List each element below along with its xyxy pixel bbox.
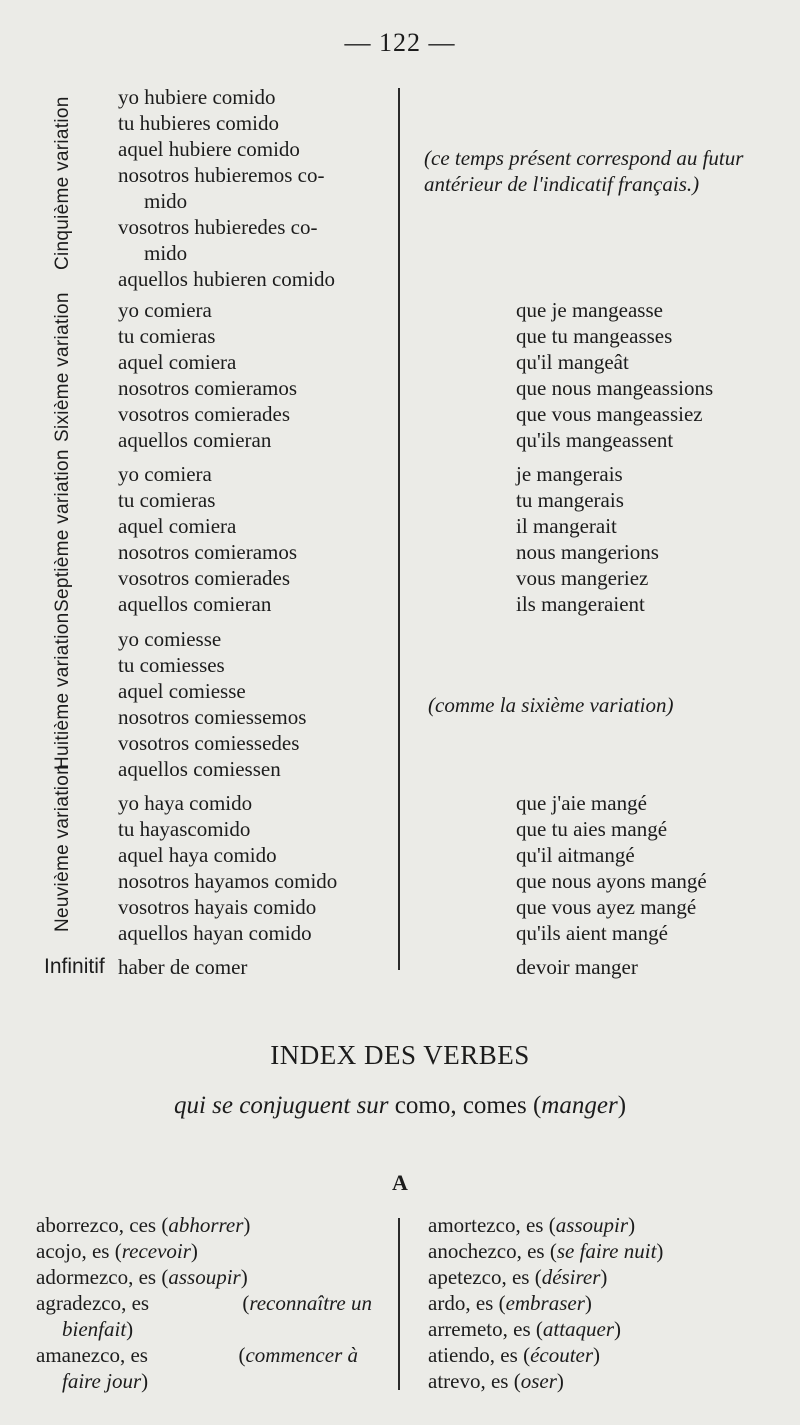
spanish-forms-neuvieme <box>118 790 380 946</box>
french-form: tu mangerais <box>516 488 624 512</box>
index-word: agradezco, es <box>36 1291 150 1315</box>
french-form: que nous mangeassions <box>516 376 714 400</box>
spanish-form: yo comiera <box>118 298 212 322</box>
index-entry: ardo, es (embraser) <box>428 1291 592 1315</box>
french-form: ils mangeraient <box>516 592 645 616</box>
french-form: que tu aies mangé <box>516 817 668 841</box>
index-word: atrevo, es <box>428 1369 509 1393</box>
spanish-forms-sixieme <box>118 297 380 453</box>
french-form: que tu mangeasses <box>516 324 673 348</box>
spanish-form: tu hubieres comido <box>118 111 279 135</box>
index-word: arremeto, es <box>428 1317 531 1341</box>
spanish-form: nosotros comiessemos <box>118 705 307 729</box>
spanish-form: mido <box>144 189 188 213</box>
french-form: que j'aie mangé <box>516 791 647 815</box>
index-word: acojo, es <box>36 1239 110 1263</box>
index-subtitle-paren: manger <box>541 1092 618 1119</box>
index-left-column <box>36 1212 386 1394</box>
french-form: que vous mangeassiez <box>516 402 703 426</box>
index-entry: atrevo, es (oser) <box>428 1369 564 1393</box>
spanish-form: aquel comiesse <box>118 679 246 703</box>
infinitif-french: devoir manger <box>516 955 638 979</box>
spanish-form: mido <box>144 241 188 265</box>
spanish-form: aquel hubiere comido <box>118 137 300 161</box>
spanish-form: aquellos comieran <box>118 428 272 452</box>
section-label-neuvieme: Neuvième variation <box>52 763 73 932</box>
index-entry: aborrezco, ces (abhorrer) <box>36 1213 251 1237</box>
index-subtitle-italic: qui se conjuguent sur <box>173 1092 389 1119</box>
french-form: qu'il mangeât <box>516 350 629 374</box>
index-entry-continuation: bienfait) <box>62 1317 134 1341</box>
index-word: amanezco, es <box>36 1343 148 1367</box>
index-entry-continuation: faire jour) <box>62 1369 149 1393</box>
index-gloss-cont: faire jour <box>62 1369 142 1393</box>
index-entry: atiendo, es (écouter) <box>428 1343 601 1367</box>
index-entry: adormezco, es (assoupir) <box>36 1265 248 1289</box>
spanish-form: aquel haya comido <box>118 843 277 867</box>
french-form: qu'il aitmangé <box>516 843 635 867</box>
spanish-form: aquellos comiessen <box>118 757 281 781</box>
french-form: vous mangeriez <box>516 566 649 590</box>
index-gloss: reconnaître un <box>249 1291 372 1315</box>
spanish-forms-septieme <box>118 461 380 617</box>
index-gloss: attaquer <box>542 1317 615 1341</box>
spanish-form: aquellos hayan comido <box>118 921 312 945</box>
french-form: il mangerait <box>516 514 617 538</box>
spanish-form: tu comieras <box>118 488 216 512</box>
spanish-form: yo haya comido <box>118 791 253 815</box>
index-word: amortezco, es <box>428 1213 544 1237</box>
column-divider <box>398 88 400 970</box>
section-label-huitieme: Huitième variation <box>52 612 73 770</box>
spanish-form: nosotros comieramos <box>118 376 298 400</box>
index-word: adormezco, es <box>36 1265 157 1289</box>
note-huitieme: (comme la sixième variation) <box>428 693 674 717</box>
spanish-form: nosotros comieramos <box>118 540 298 564</box>
french-forms-septieme <box>516 461 776 617</box>
french-form: que vous ayez mangé <box>516 895 697 919</box>
index-gloss: oser <box>520 1369 557 1393</box>
section-label-sixieme: Sixième variation <box>52 292 73 442</box>
spanish-form: aquel comiera <box>118 350 237 374</box>
spanish-form: yo hubiere comido <box>118 85 276 109</box>
spanish-form: vosotros comierades <box>118 402 291 426</box>
index-gloss: embraser <box>505 1291 585 1315</box>
spanish-form: vosotros comierades <box>118 566 291 590</box>
spanish-form: aquellos hubieren comido <box>118 267 335 291</box>
spanish-form: vosotros hubieredes co- <box>118 215 318 239</box>
index-subtitle-plain: como, comes <box>394 1092 527 1119</box>
index-column-divider <box>398 1218 400 1390</box>
index-entry: amanezco, es (commencer à <box>36 1343 358 1367</box>
index-gloss: désirer <box>541 1265 601 1289</box>
french-form: qu'ils aient mangé <box>516 921 668 945</box>
index-entry: anochezco, es (se faire nuit) <box>428 1239 664 1263</box>
index-gloss: assoupir <box>555 1213 629 1237</box>
index-entry: agradezco, es (reconnaître un <box>36 1291 372 1315</box>
index-entry: apetezco, es (désirer) <box>428 1265 608 1289</box>
spanish-forms-huitieme <box>118 626 380 782</box>
spanish-form: yo comiera <box>118 462 212 486</box>
french-form: je mangerais <box>516 462 623 486</box>
index-subtitle: qui se conjuguent sur como, comes (manger) <box>173 1092 627 1119</box>
spanish-form: nosotros hubieremos co- <box>118 163 325 187</box>
french-form: que je mangeasse <box>516 298 663 322</box>
spanish-form: tu comiesses <box>118 653 225 677</box>
index-word: aborrezco, ces <box>36 1213 157 1237</box>
infinitif-spanish: haber de comer <box>118 955 248 979</box>
index-entry: amortezco, es (assoupir) <box>428 1213 636 1237</box>
index-word: anochezco, es <box>428 1239 545 1263</box>
page-number: — 122 — <box>344 28 456 57</box>
spanish-forms-cinquieme <box>118 84 380 292</box>
index-gloss: assoupir <box>168 1265 241 1289</box>
section-label-septieme: Septième variation <box>52 449 73 612</box>
index-gloss: recevoir <box>121 1239 191 1263</box>
note-cinquieme: (ce temps présent correspond au futur antérieur de l'indicatif français.) <box>424 146 744 196</box>
spanish-form: vosotros comiessedes <box>118 731 300 755</box>
index-letter: A <box>392 1170 408 1195</box>
index-gloss: commencer à <box>245 1343 358 1367</box>
spanish-form: yo comiesse <box>118 627 222 651</box>
index-gloss-cont: bienfait <box>62 1317 127 1341</box>
spanish-form: aquel comiera <box>118 514 237 538</box>
index-gloss: abhorrer <box>168 1213 244 1237</box>
index-entry: acojo, es (recevoir) <box>36 1239 198 1263</box>
index-right-column <box>428 1212 778 1394</box>
french-forms-sixieme <box>516 297 776 453</box>
index-gloss: se faire nuit <box>556 1239 657 1263</box>
index-gloss: écouter <box>530 1343 594 1367</box>
index-word: ardo, es <box>428 1291 494 1315</box>
spanish-form: vosotros hayais comido <box>118 895 317 919</box>
spanish-form: aquellos comieran <box>118 592 272 616</box>
french-form: que nous ayons mangé <box>516 869 707 893</box>
french-form: qu'ils mangeassent <box>516 428 674 452</box>
spanish-form: tu hayascomido <box>118 817 251 841</box>
index-word: atiendo, es <box>428 1343 518 1367</box>
spanish-form: tu comieras <box>118 324 216 348</box>
section-label-cinquieme: Cinquième variation <box>52 96 73 270</box>
index-entry: arremeto, es (attaquer) <box>428 1317 622 1341</box>
french-forms-neuvieme <box>516 790 776 946</box>
spanish-form: nosotros hayamos comido <box>118 869 338 893</box>
index-word: apetezco, es <box>428 1265 530 1289</box>
index-title: INDEX DES VERBES <box>270 1040 530 1070</box>
french-form: nous mangerions <box>516 540 659 564</box>
infinitif-label: Infinitif <box>44 955 105 978</box>
